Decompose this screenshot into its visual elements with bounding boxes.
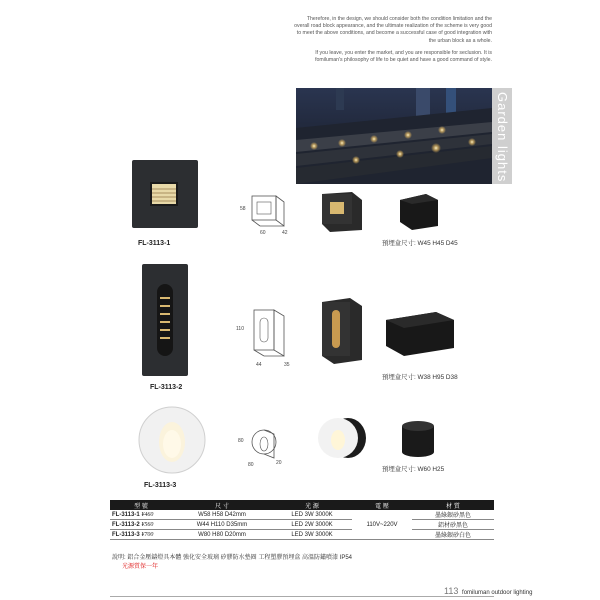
dim-height: 80 (238, 438, 244, 444)
intro-paragraph-1: Therefore, in the design, we should consider both the condition limitation and the overall road block appearance, and the ultimate realization of the scheme is very good to meet the above conditions, and become a successful case of good integration with the urban block as a whole. (294, 16, 492, 44)
col-model: 型 號 (110, 500, 172, 510)
row-light: LED 2W 3000K (272, 520, 352, 530)
row-light: LED 3W 3000K (272, 530, 352, 540)
warranty-note: 光源質保一年 (122, 564, 159, 570)
row-size: W44 H110 D35mm (172, 520, 272, 530)
page-footer (444, 586, 532, 596)
garden-deck-photo (296, 88, 492, 184)
row-model: FL-3113-2 (112, 521, 140, 528)
fl-3113-3-dimension-drawing (236, 424, 302, 470)
row-size: W80 H80 D20mm (172, 530, 272, 540)
box-size-text: 預埋盒尺寸: W45 H45 D45 (382, 240, 458, 247)
model-label: FL-3113-1 (138, 240, 171, 247)
table-row (110, 530, 494, 540)
col-voltage: 電 壓 (352, 500, 412, 510)
row-material: 墨綠銀砂黑色 (412, 510, 494, 520)
fl-3113-3-mounting-box (398, 418, 438, 458)
table-header-row (110, 500, 494, 510)
fl-3113-3-product-image (136, 404, 208, 476)
fl-3113-1-product-image (130, 158, 202, 232)
col-material: 材 質 (412, 500, 494, 510)
row-size: W58 H58 D42mm (172, 510, 272, 520)
table-row (110, 510, 494, 520)
product-note: 說明: 鋁合金壓鑄燈具本體 強化安全玻璃 矽膠防水墊圈 工程塑膠預埋盒 高溫防鏽噴漆 IP54 (112, 555, 353, 561)
fl-3113-3-side-view (314, 414, 370, 462)
model-label: FL-3113-3 (144, 482, 177, 489)
model-label: FL-3113-2 (150, 384, 183, 391)
dim-width: 60 (260, 230, 266, 236)
table-row (110, 520, 494, 530)
fl-3113-1-side-view (316, 188, 368, 236)
row-material: 鋁材砂黑色 (412, 520, 494, 530)
dim-width: 80 (248, 462, 254, 468)
intro-paragraph-2: If you leave, you enter the market, and you are responsible for seclusion. It is fomiluman's philosophy of life to be quiet and have a good command of style. (315, 49, 492, 64)
dim-depth: 35 (284, 362, 290, 368)
box-size-text: 預埋盒尺寸: W38 H95 D38 (382, 374, 458, 381)
dim-width: 44 (256, 362, 262, 368)
footer-divider (110, 596, 494, 597)
section-title: Garden lights (495, 92, 510, 183)
row-model: FL-3113-3 (112, 531, 140, 538)
dim-height: 58 (240, 206, 246, 212)
col-size: 尺 寸 (172, 500, 272, 510)
footer-brand: fomiluman outdoor lighting (462, 590, 533, 596)
fl-3113-2-product-image (140, 262, 192, 380)
fl-3113-1-dimension-drawing (238, 190, 298, 240)
fl-3113-2-mounting-box (384, 308, 458, 358)
fl-3113-2-side-view (316, 296, 368, 366)
dim-depth: 20 (276, 460, 282, 466)
box-size-text: 預埋盒尺寸: W60 H25 (382, 466, 445, 473)
dim-height: 110 (236, 326, 244, 332)
dim-depth: 42 (282, 230, 288, 236)
row-light: LED 3W 3000K (272, 510, 352, 520)
spec-table (110, 500, 494, 540)
row-model: FL-3113-1 (112, 511, 140, 518)
row-price: ¥460 (141, 511, 154, 518)
row-price: ¥700 (141, 531, 154, 538)
col-light: 光 源 (272, 500, 352, 510)
row-voltage: 110V~220V (352, 510, 412, 540)
page-number: 113 (444, 586, 459, 596)
fl-3113-2-dimension-drawing (236, 306, 300, 370)
row-price: ¥560 (141, 521, 154, 528)
intro-text (292, 16, 492, 69)
row-material: 墨綠銀砂白色 (412, 530, 494, 540)
fl-3113-1-mounting-box (396, 190, 442, 232)
